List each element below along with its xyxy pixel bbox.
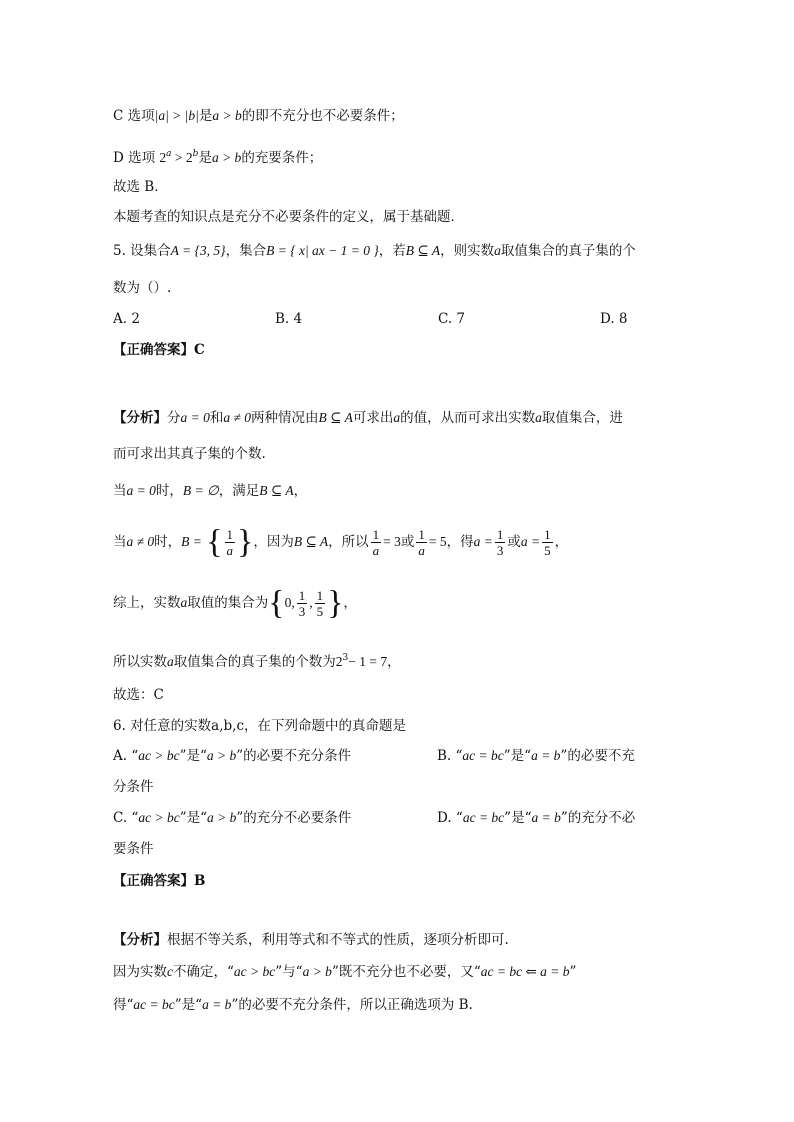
text: 或: [400, 534, 415, 550]
math-subset: B ⊆ A: [318, 410, 353, 425]
conclusion-2: 故选：C: [113, 687, 164, 703]
text: ”的必要不充: [560, 748, 635, 764]
text: ，若: [378, 243, 406, 259]
q6-option-a: [113, 746, 351, 766]
q5-analysis-line-4: [113, 521, 568, 563]
summary-line: 本题考查的知识点是充分不必要条件的定义，属于基础题．: [113, 209, 464, 225]
q5-answer: [113, 340, 205, 360]
text: 的即不充分也不必要条件；: [241, 108, 404, 124]
math-var-a: a: [180, 595, 188, 610]
text: 两种情况由: [251, 410, 319, 426]
text: ，则实数: [440, 243, 495, 259]
math-var-a: a: [393, 410, 401, 425]
numerator: 1: [418, 527, 425, 542]
denominator: a: [418, 543, 425, 558]
option-d-explanation: D 选项 $2^a > 2^b$是a > b的充要条件；: [113, 149, 323, 166]
left-brace: {: [268, 584, 285, 622]
denominator: 5: [544, 543, 551, 558]
text: ，集合: [225, 243, 267, 259]
denominator: 3: [496, 543, 504, 558]
math-a-gt-b: a > b: [302, 964, 332, 979]
math-subset: B ⊆ A: [259, 483, 294, 498]
q5-analysis-line-6: [113, 648, 401, 672]
math-subset: B ⊆ A: [293, 534, 329, 549]
q6-analysis-line-2: [113, 962, 576, 982]
text: ，所以: [328, 534, 369, 550]
math-a-eq-0: a = 0: [126, 483, 156, 498]
text: ，满足: [218, 483, 260, 499]
math-a-gt-b: a > b: [207, 810, 237, 825]
text: ，: [554, 534, 569, 550]
q6-option-b: [437, 746, 635, 766]
text: ”是“: [504, 810, 532, 826]
text: 分: [167, 410, 181, 426]
math-a-eq: a =: [473, 534, 493, 549]
math-base: 2: [159, 150, 167, 165]
fraction-1-over-3: [297, 589, 308, 618]
math-a-eq-b: a = b: [531, 748, 561, 763]
text: ”与“: [275, 964, 303, 980]
math-exp-b: b: [192, 149, 199, 159]
q5-option-d: D. 8: [600, 311, 628, 327]
text: 取值的集合为: [187, 595, 269, 611]
math-zero: 0,: [284, 595, 295, 610]
text: ，: [343, 595, 357, 611]
math-ac-eq-bc: ac = bc: [462, 748, 504, 763]
numerator: 1: [496, 527, 504, 542]
fraction-1-over-3: [495, 528, 506, 557]
text: ，: [387, 654, 401, 670]
q6-analysis-line-1: [113, 930, 509, 950]
math-a-gt-b: a > b: [212, 108, 242, 123]
answer-label: 【正确答案】: [113, 342, 194, 358]
q5-option-a: A. 2: [113, 311, 140, 327]
math-var-a: a: [494, 243, 501, 258]
q6-answer: [113, 871, 205, 891]
text: ”是“: [179, 810, 207, 826]
math-eq-5: = 5: [428, 534, 447, 549]
text: D. “: [437, 810, 463, 826]
math-a-gt-b: a > b: [206, 748, 237, 763]
q6-option-c: [113, 808, 351, 828]
math-base: 2: [185, 150, 193, 165]
text: 所以实数: [113, 654, 167, 670]
math-a-ne-0: a ≠ 0: [223, 410, 252, 425]
math-var-a: a: [535, 410, 542, 425]
math-var-c: c: [167, 964, 173, 979]
math-set-b: B = { x| ax − 1 = 0 }: [266, 243, 379, 258]
text: 得“: [113, 997, 134, 1013]
math-a-ne-0: a ≠ 0: [126, 534, 155, 549]
numerator: 1: [298, 588, 306, 603]
fraction-1-over-a: [371, 528, 382, 557]
text: 取值集合的真子集的个: [500, 243, 636, 259]
text: 当: [113, 483, 127, 499]
math-exponent: 3: [342, 653, 349, 663]
math-b-eq: B =: [181, 534, 202, 549]
text: ”是“: [179, 748, 207, 764]
text: 的充要条件；: [241, 150, 323, 166]
q6-option-d: [437, 808, 635, 828]
answer-value: C: [194, 342, 205, 358]
numerator: 1: [316, 588, 324, 603]
text: 和: [209, 410, 224, 426]
math-ac-gt-bc: ac > bc: [138, 810, 180, 825]
question-5-wrap: 数为（）.: [113, 280, 172, 296]
text: 是: [198, 150, 212, 166]
q6-option-d-wrap: 要条件: [113, 841, 154, 857]
text: 当: [113, 534, 127, 550]
denominator: 5: [316, 604, 324, 619]
right-brace: }: [327, 584, 344, 622]
fraction-1-over-5: [542, 528, 553, 557]
numerator: 1: [544, 527, 551, 542]
math-a-eq-0: a = 0: [180, 410, 210, 425]
conclusion-1: 故选 B．: [113, 179, 168, 195]
answer-value: B: [194, 873, 206, 889]
q5-analysis-line-5: [113, 583, 357, 623]
math-var-a: a: [167, 654, 174, 669]
denominator: a: [372, 543, 380, 558]
question-5: [113, 241, 636, 261]
denominator: a: [226, 543, 234, 558]
right-brace: }: [237, 523, 254, 561]
text: C. “: [113, 810, 139, 826]
math-b-empty: B = ∅: [182, 483, 219, 498]
text: B. “: [437, 748, 463, 764]
text: 5. 设集合: [113, 243, 171, 259]
math-rest: − 1 = 7: [348, 654, 388, 669]
text: 时，: [155, 483, 183, 499]
text: 不确定，“: [173, 964, 234, 980]
text: ，: [293, 483, 308, 499]
math-a-eq-b: a = b: [531, 810, 561, 825]
text: ，因为: [253, 534, 294, 550]
text: 时，: [154, 534, 182, 550]
text: 是: [198, 108, 213, 124]
fraction-1-over-a: [225, 528, 236, 557]
text: 的值，从而可求出实数: [400, 410, 536, 426]
math-subset: B ⊆ A: [405, 243, 441, 258]
math-a-eq: a =: [520, 534, 541, 549]
denominator: 3: [298, 604, 306, 619]
analysis-label: 【分析】: [113, 932, 167, 948]
text: D 选项: [113, 150, 156, 166]
math-a-gt-b: a > b: [211, 150, 242, 165]
fraction-1-over-5: [315, 589, 326, 618]
text: 可求出: [352, 410, 394, 426]
text: ”的充分不必要条件: [236, 810, 352, 826]
numerator: 1: [226, 527, 234, 542]
text: ”的必要不充分条件: [236, 748, 352, 764]
math-abs-inequality: |a| > |b|: [154, 108, 199, 123]
math-exp-a: a: [166, 149, 172, 159]
option-c-explanation: [113, 106, 404, 126]
text: ”是“: [174, 997, 203, 1013]
text: 根据不等关系，利用等式和不等式的性质，逐项分析即可.: [167, 932, 509, 948]
text: 或: [507, 534, 521, 550]
fraction-1-over-a: [416, 528, 427, 557]
answer-label: 【正确答案】: [113, 873, 194, 889]
math-ac-eq-bc: ac = bc: [462, 810, 505, 825]
math-a-eq-b: a = b: [202, 997, 232, 1012]
math-set-a: A = {3, 5}: [170, 243, 226, 258]
text: ，得: [446, 534, 474, 550]
text: A. “: [113, 748, 139, 764]
text: ”是“: [503, 748, 532, 764]
q5-analysis-line-3: [113, 481, 307, 501]
text: 因为实数: [113, 964, 167, 980]
numerator: 1: [372, 527, 380, 542]
math-eq-3: = 3: [383, 534, 401, 549]
q5-option-b: B. 4: [275, 311, 303, 327]
text: ”: [569, 964, 577, 980]
q6-option-b-wrap: 分条件: [113, 779, 154, 795]
text: ”的必要不充分条件，所以正确选项为 B.: [231, 997, 473, 1013]
q5-analysis-line-1: [113, 408, 623, 428]
math-base: 2: [335, 654, 343, 669]
text: 取值集合，进: [541, 410, 623, 426]
math-ac-eq-bc: ac = bc: [133, 997, 175, 1012]
text: ”的充分不必: [560, 810, 636, 826]
q5-analysis-line-2: 而可求出其真子集的个数.: [113, 446, 266, 462]
math-ac-gt-bc: ac > bc: [138, 748, 180, 763]
text: 取值集合的真子集的个数为: [173, 654, 336, 670]
left-brace: {: [206, 523, 223, 561]
text: ”既不充分也不必要，又“: [331, 964, 481, 980]
text: 综上，实数: [113, 595, 181, 611]
math-ac-gt-bc: ac > bc: [233, 964, 276, 979]
text: C 选项: [113, 108, 155, 124]
q5-option-c: C. 7: [438, 311, 466, 327]
math-comma: ,: [309, 595, 313, 610]
math-implication: ac = bc ⇐ a = b: [480, 964, 570, 979]
question-6: 6. 对任意的实数a,b,c，在下列命题中的真命题是: [113, 718, 407, 734]
q6-analysis-line-3: [113, 995, 473, 1015]
analysis-label: 【分析】: [113, 410, 167, 426]
